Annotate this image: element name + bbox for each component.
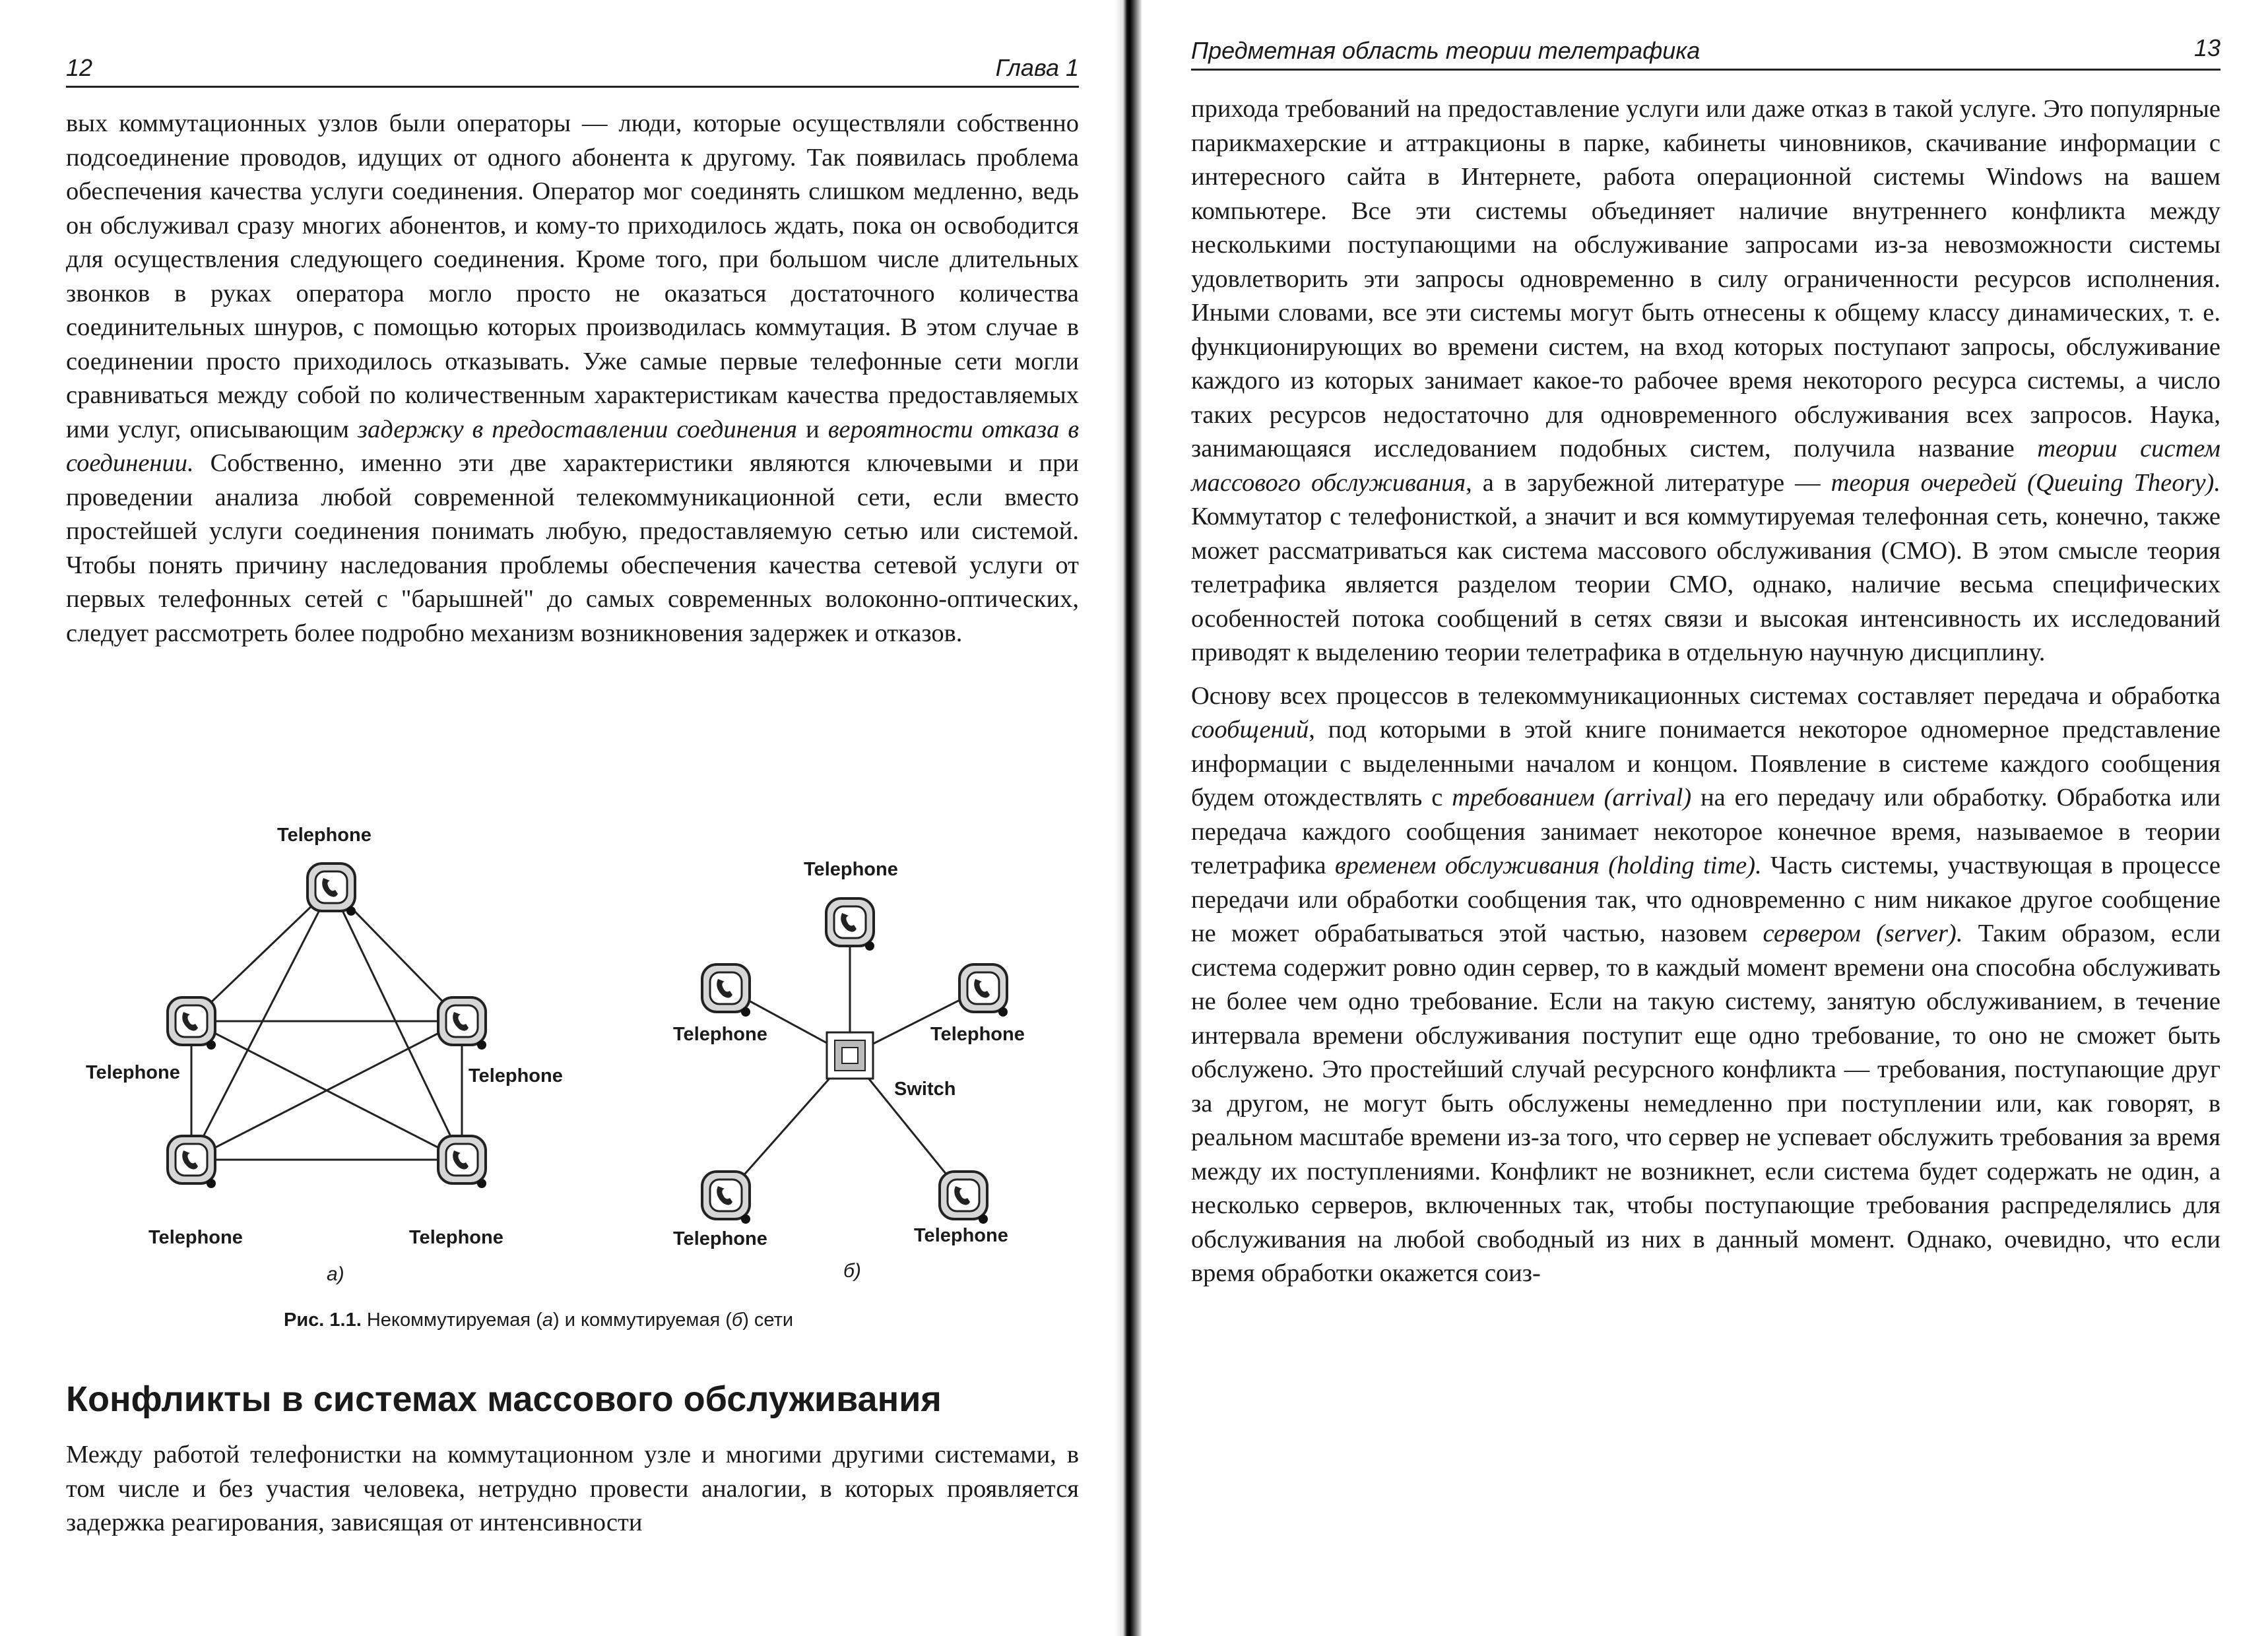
term-arrival: требованием (arrival) (1452, 784, 1692, 811)
telephone-icon (168, 1136, 216, 1188)
left-page-number: 12 (66, 54, 93, 81)
para1-text-b: Собственно, именно эти две характеристики являются ключевыми и при проведении анализа любой современной телекоммуникационной сети, если вместо простейшей услуги соединения понимать любую, предоставляемую сетью или системой. Чтобы понять причину наследования проблемы обеспечения качества сетевой услуги от первых телефонных сетей с "барышней" до самых современных волоконно-оптических, следует рассмотреть более подробно механизм возникновения задержек и отказов. (66, 449, 1079, 647)
left-paragraph-1 (66, 107, 1079, 650)
chapter-title: Глава 1 (995, 54, 1079, 81)
term-qs-theory: теории систем массового обслуживания (1191, 435, 2221, 497)
caption-number: Рис. 1.1. (284, 1309, 362, 1331)
right-page-number: 13 (2193, 34, 2220, 61)
term-server: сервером (server). (1763, 920, 1963, 947)
node-label: Telephone (409, 1227, 503, 1248)
telephone-icon (940, 1172, 988, 1224)
book-gutter (1115, 0, 1142, 1636)
telephone-icon (438, 1136, 486, 1188)
right-page (1138, 0, 2268, 1636)
telephone-icon (702, 964, 750, 1017)
right-paragraph-1 (1191, 92, 2220, 670)
telephone-icon (826, 898, 874, 951)
left-page (0, 0, 1118, 1636)
mesh-links (191, 887, 462, 1160)
telephone-icon (308, 864, 356, 916)
right-paragraph-2 (1191, 679, 2220, 1291)
node-label: Telephone (673, 1228, 767, 1249)
telephone-icon (702, 1172, 750, 1224)
term-delay: задержку в предоставлении соединения (358, 415, 798, 443)
caption-part: Некоммутируемая ( (366, 1309, 542, 1331)
p2-text-a: Основу всех процессов в телекоммуникационных системах составляет передача и обработка (1191, 681, 2220, 710)
node-label: Telephone (914, 1225, 1008, 1246)
p1-text-a: прихода требований на предоставление услуги или даже отказ в такой услуге. Это популярные парикмахерские и аттракционы в парке, кабинеты чиновников, скачивание информации с интересного сайта в Интернете, работа операционной системы Windows на вашем компьютере. Все эти системы объединяет наличие внутреннего конфликта между несколькими поступающими на обслуживание запросами из-за невозможности системы удовлетворить эти запросы одновременно в силу ограниченности ресурсов исполнения. Иными словами, все эти системы могут быть отнесены к общему классу динамических, т. е. функционирующих во времени систем, на вход которых поступают запросы, обслуживание каждого из которых занимает какое-то рабочее время некоторого ресурса системы, а число таких ресурсов недостаточно для одновременного обслуживания всех запросов. Наука, занимающаяся исследованием подобных систем, получила название (1191, 95, 2220, 462)
term-holding-time: временем обслуживания (holding time). (1334, 852, 1762, 879)
switch-label: Switch (894, 1079, 956, 1100)
node-label: Telephone (930, 1024, 1025, 1045)
para1-and: и (806, 415, 820, 443)
telephone-icon (168, 997, 216, 1050)
caption-b: б (731, 1309, 743, 1331)
subfigure-a-label: а) (327, 1263, 344, 1285)
para2-text: Между работой телефонистки на коммутационном узле и многими другими системами, в том числе и без участия человека, нетрудно провести аналогии, в которых проявляется задержка реагирования, зависящая от интенсивности (66, 1441, 1079, 1536)
caption-part: ) сети (742, 1309, 794, 1331)
p1-text-c: Коммутатор с телефонисткой, а значит и вся коммутируемая телефонная сеть, конечно, также может рассматриваться как система массового обслуживания (СМО). В этом смысле теория телетрафика является разделом теории СМО, однако, наличие весьма специфических особенностей потока сообщений в сетях связи и высокая интенсивность их исследований приводят к выделению теории телетрафика в отдельную научную дисциплину. (1191, 503, 2220, 666)
p2-text-e: Таким образом, если система содержит ровно один сервер, то в каждый момент времени она способна обслуживать не более чем одно требование. Если на такую систему, занятую обслуживанием, в течение интервала времени обслуживания поступит еще одно требование, то оно не сможет быть обслужено. Это простейший случай ресурсного конфликта — требования, поступающие друг за другом, не могут быть обслужены немедленно при поступлении или, как говорят, в реальном масштабе времени из-за того, что сервер не успевает обслужить требования за время между их поступлениями. Конфликт не возникнет, если система будет содержать не один, а несколько серверов, включенных так, чтобы поступающие требования распределялись для обслуживания на любой свободный из них в данный момент. Однако, очевидно, что если время обработки окажется соиз- (1191, 920, 2221, 1287)
node-label: Telephone (86, 1062, 180, 1083)
caption-part: ) и коммутируемая ( (552, 1309, 732, 1331)
node-label: Telephone (277, 825, 372, 846)
figure-1-1 (73, 811, 1102, 1352)
left-paragraph-2 (66, 1438, 1079, 1540)
node-label: Telephone (469, 1065, 563, 1086)
term-messages: сообщений (1191, 716, 1309, 743)
right-text-block (1191, 92, 2220, 1291)
telephone-icon (438, 997, 486, 1050)
p2-text-c: на его передачу или обработку. Обработка или передача каждого сообщения занимает некоторое конечное время, называемое в теории телетрафика (1191, 784, 2220, 879)
para1-text-a: вых коммутационных узлов были операторы — люди, которые осуществляли собственно подсоединение проводов, идущих от одного абонента к другому. Так появилась проблема обеспечения качества услуги соединения. Оператор мог соединять слишком медленно, ведь он обслуживал сразу многих абонентов, и кому-то приходилось ждать, пока он освободится для осуществления следующего соединения. Кроме того, при большом числе длительных звонков в руках оператора могло просто не оказаться достаточного количества соединительных шнуров, с помощью которых производилась коммутация. В этом случае в соединении просто приходилось отказывать. Уже самые первые телефонные сети могли сравниваться между собой по количественным характеристикам качества предоставляемых ими услуг, описывающим (66, 110, 1079, 443)
running-title: Предметная область теории телетрафика (1191, 37, 1701, 64)
telephone-icon (959, 964, 1008, 1017)
subfigure-b-label: б) (843, 1260, 861, 1282)
left-running-head (66, 51, 1079, 88)
node-label: Telephone (804, 859, 898, 880)
p1-text-b: , а в зарубежной литературе — (1466, 468, 1821, 497)
right-running-head (1191, 34, 2220, 71)
node-label: Telephone (148, 1227, 243, 1248)
section-heading: Конфликты в системах массового обслуживания (66, 1379, 942, 1419)
p2-text-b: , под которыми в этой книге понимается некоторое одномерное представление информации с выделенными началом и концом. Появление в системе каждого сообщения будем отождествлять с (1191, 716, 2220, 811)
term-queuing-theory: теория очередей (Queuing Theory). (1831, 468, 2220, 497)
switch-icon (827, 1032, 873, 1079)
caption-a: а (542, 1309, 553, 1331)
term-refusal: вероятности отказа в соединении. (66, 415, 1080, 477)
p2-text-d: Часть системы, участвующая в процессе передачи или обработки сообщения так, что одновременно с ним никакое другое сообщение не может обрабатываться этой частью, назовем (1191, 852, 2220, 947)
node-label: Telephone (673, 1024, 767, 1045)
figure-caption (284, 1309, 793, 1331)
